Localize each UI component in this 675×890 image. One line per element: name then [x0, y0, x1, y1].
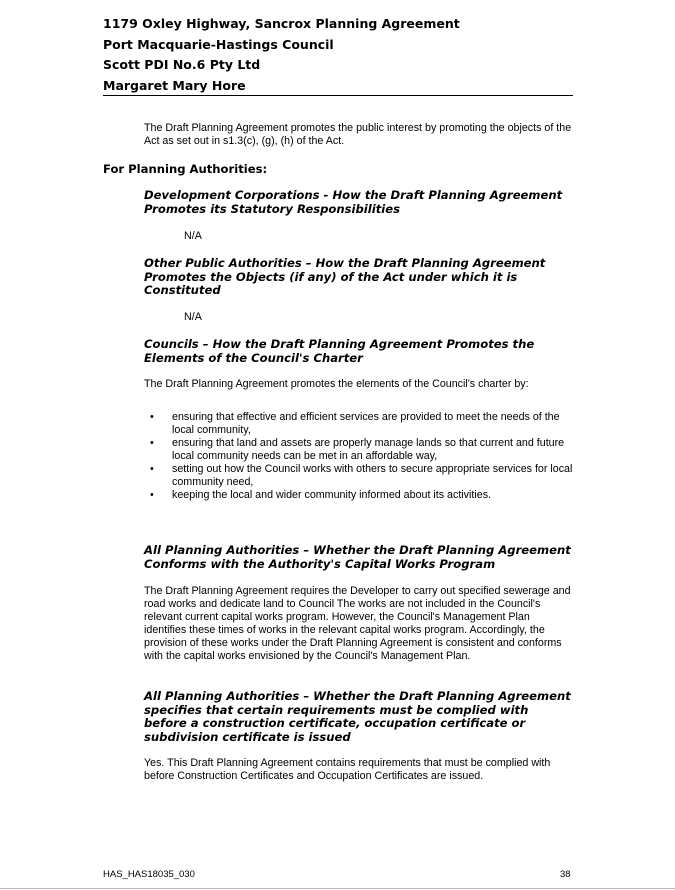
footer-document-reference: HAS_HAS18035_030	[103, 869, 195, 880]
header-council: Port Macquarie-Hastings Council	[103, 36, 334, 52]
header-developer: Scott PDI No.6 Pty Ltd	[103, 57, 261, 72]
certificates-paragraph: Yes. This Draft Planning Agreement contains requirements that must be complied with before Construction Certificates and Occupation Certificates are issued.	[144, 757, 551, 782]
intro-paragraph: The Draft Planning Agreement promotes the public interest by promoting the objects of the Act as set out in s1.3(c), (g), (h) of the Act.	[144, 122, 572, 147]
list-item: • ensuring that effective and efficient services are provided to meet the needs of the local community,	[150, 411, 560, 436]
bullet-icon: •	[150, 437, 154, 449]
development-corporations-na: N/A	[184, 230, 202, 242]
document-header	[103, 14, 573, 96]
capital-works-paragraph: The Draft Planning Agreement requires the Developer to carry out specified sewerage and road works and dedicate land to Council The works are not included in the Council's relevant current capital works program. However, the Council's Management Plan identifies these times of works in the relevant capital works program. Accordingly, the provision of these works under the Draft Planning Agreement is consistent and conforms with the capital works envisioned by the Council's Management Plan.	[144, 585, 571, 662]
bullet-icon: •	[150, 489, 154, 501]
other-public-authorities-na: N/A	[184, 311, 202, 323]
header-divider	[103, 95, 573, 96]
page-bottom-edge	[0, 888, 675, 889]
footer-page-number: 38	[560, 869, 571, 880]
list-item: • keeping the local and wider community informed about its activities.	[150, 489, 492, 501]
header-agreement-title: 1179 Oxley Highway, Sancrox Planning Agreement	[103, 16, 460, 31]
councils-paragraph: The Draft Planning Agreement promotes the elements of the Council's charter by:	[144, 378, 529, 390]
certificates-heading: All Planning Authorities – Whether the Draft Planning Agreement specifies that certain requirements must be complied with before a construction certificate, occupation certificate or subdivision certificate is issued	[144, 689, 571, 744]
bullet-icon: •	[150, 411, 154, 423]
other-public-authorities-heading: Other Public Authorities – How the Draft Planning Agreement Promotes the Objects (if any) of the Act under which it is Constituted	[144, 256, 546, 297]
list-item: • setting out how the Council works with others to secure appropriate services for local community need,	[150, 463, 573, 488]
list-item: • ensuring that land and assets are properly manage lands so that current and future local community needs can be met in an affordable way,	[150, 437, 565, 462]
bullet-icon: •	[150, 463, 154, 475]
councils-heading: Councils – How the Draft Planning Agreement Promotes the Elements of the Council's Charter	[144, 337, 535, 365]
councils-bullet-list	[144, 411, 574, 502]
capital-works-heading: All Planning Authorities – Whether the Draft Planning Agreement Conforms with the Authority's Capital Works Program	[144, 543, 571, 571]
header-landowner: Margaret Mary Hore	[103, 77, 246, 93]
development-corporations-heading: Development Corporations - How the Draft Planning Agreement Promotes its Statutory Responsibilities	[144, 188, 563, 216]
planning-authorities-heading: For Planning Authorities:	[103, 162, 268, 176]
